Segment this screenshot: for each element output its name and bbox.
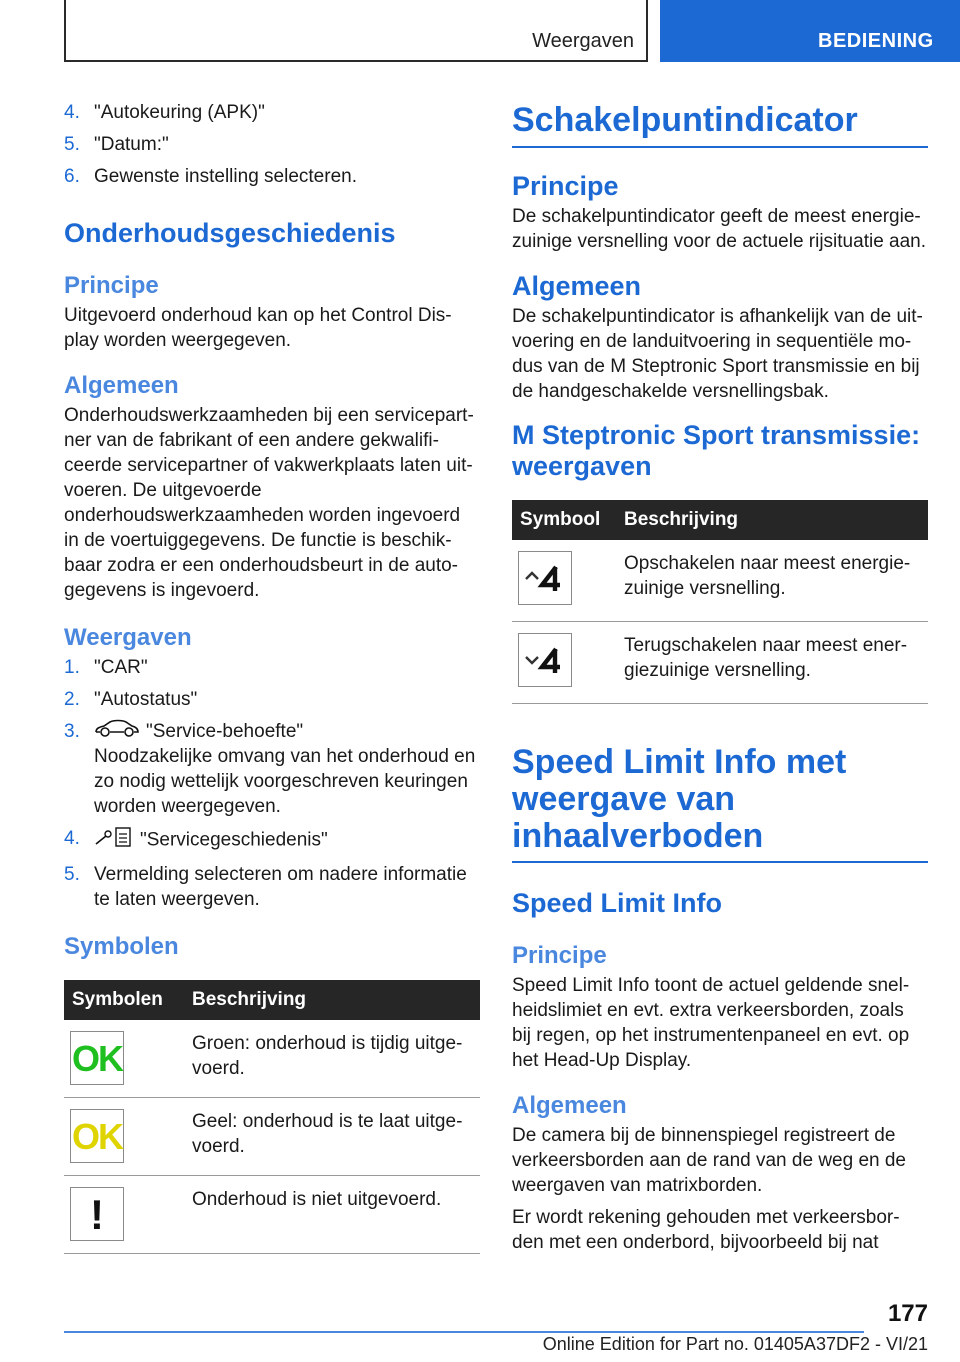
settings-list <box>64 100 480 189</box>
sli-principle-text: Speed Limit Info toont de actuel geldende snel-heidslimiet en evt. extra verkeersborden, zoals bij regen, op het instrumentenpaneel en evt. op het Head-Up Display. <box>512 975 910 1071</box>
sli-general-text-1: De camera bij de binnenspiegel registreert de verkeersborden aan de rand van de weg en de weergaven van matrixborden. <box>512 1125 906 1196</box>
list-item: 3. "Service-behoefte" Noodzakelijke omvang van het onderhoud en zo nodig wettelijk voorgeschreven keuringen worden weergegeven. <box>64 721 476 818</box>
list-item: 4. "Servicegeschiedenis" <box>64 826 480 855</box>
principle-text: De schakelpuntindicator geeft de meest energie-zuinige versnelling voor de actuele rijsituatie aan. <box>512 206 927 252</box>
heading-sli-general: Algemeen <box>512 1092 627 1119</box>
general-text: De schakelpuntindicator is afhankelijk van de uit-voering en de landuitvoering in sequentiële mo-dus van de M Steptronic Sport transmissie en bij de handgeschakelde versnellingsbak. <box>512 306 923 402</box>
right-column <box>512 100 928 1255</box>
edition-text: Online Edition for Part no. 01405A37DF2 - VI/21 <box>542 1334 928 1354</box>
table-header-symbol: Symbool <box>512 500 616 540</box>
list-item: 1. "CAR" <box>64 657 148 678</box>
table-header-symbols: Symbolen <box>64 980 184 1020</box>
sli-general-text-2: Er wordt rekening gehouden met verkeersbor-den met een onderbord, bijvoorbeeld bij nat <box>512 1207 900 1253</box>
footer-divider <box>64 1331 864 1333</box>
heading-speed-limit-info: Speed Limit Info met weergave van inhaalverboden <box>512 743 847 855</box>
heading-service-history: Onderhoudsgeschiedenis <box>64 218 396 248</box>
heading-general: Algemeen <box>512 271 642 301</box>
table-row: Opschakelen naar meest energie-zuinige versnelling. <box>512 540 928 622</box>
heading-shift-indicator: Schakelpuntindicator <box>512 101 858 139</box>
list-item: 5. Vermelding selecteren om nadere informatie te laten weergeven. <box>64 864 467 911</box>
heading-general: Algemeen <box>64 372 179 399</box>
heading-sli-principle: Principe <box>512 942 607 969</box>
service-history-icon <box>94 826 134 855</box>
page-number: 177 <box>887 1300 928 1327</box>
upshift-gear-icon <box>518 551 572 605</box>
list-item: 4. "Autokeuring (APK)" <box>64 102 265 123</box>
downshift-gear-icon <box>518 633 572 687</box>
display-list <box>64 655 480 912</box>
section-title: Weergaven <box>532 30 634 52</box>
shift-symbols-table <box>512 500 928 704</box>
list-item: 2. "Autostatus" <box>64 689 198 710</box>
heading-display: Weergaven <box>64 624 192 651</box>
heading-sli: Speed Limit Info <box>512 888 723 918</box>
heading-steptronic: M Steptronic Sport transmissie: weergaven <box>512 420 921 481</box>
table-row: ! Onderhoud is niet uitgevoerd. <box>64 1176 480 1254</box>
heading-symbols: Symbolen <box>64 933 179 961</box>
symbols-table <box>64 980 480 1254</box>
chapter-title: BEDIENING <box>818 30 934 52</box>
ok-yellow-icon: OK <box>70 1109 124 1163</box>
list-item: 6. Gewenste instelling selecteren. <box>64 166 357 187</box>
car-icon <box>94 719 140 744</box>
heading-principle: Principe <box>512 171 619 201</box>
heading-principle: Principe <box>64 272 159 299</box>
principle-text: Uitgevoerd onderhoud kan op het Control Dis-play worden weergegeven. <box>64 305 452 351</box>
table-row: Terugschakelen naar meest ener-giezuinige versnelling. <box>512 622 928 704</box>
list-item: 5. "Datum:" <box>64 134 169 155</box>
table-header-description: Beschrijving <box>616 500 928 540</box>
table-row: OK Geel: onderhoud is te laat uitge-voerd. <box>64 1098 480 1176</box>
left-column <box>64 100 480 1254</box>
table-row: OK Groen: onderhoud is tijdig uitge-voerd. <box>64 1020 480 1098</box>
general-text: Onderhoudswerkzaamheden bij een servicepart-ner van de fabrikant of een andere gekwalifi-ceerde servicepartner of vakwerkplaats laten uit-voeren. De uitgevoerde onderhoudswerkzaamheden worden ingevoerd in de voertuiggegevens. De functie is beschik-baar zodra er een onderhoudsbeurt in de auto-gegevens is ingevoerd. <box>64 405 474 601</box>
exclamation-icon: ! <box>70 1187 124 1241</box>
ok-green-icon: OK <box>70 1031 124 1085</box>
table-header-description: Beschrijving <box>184 980 480 1020</box>
